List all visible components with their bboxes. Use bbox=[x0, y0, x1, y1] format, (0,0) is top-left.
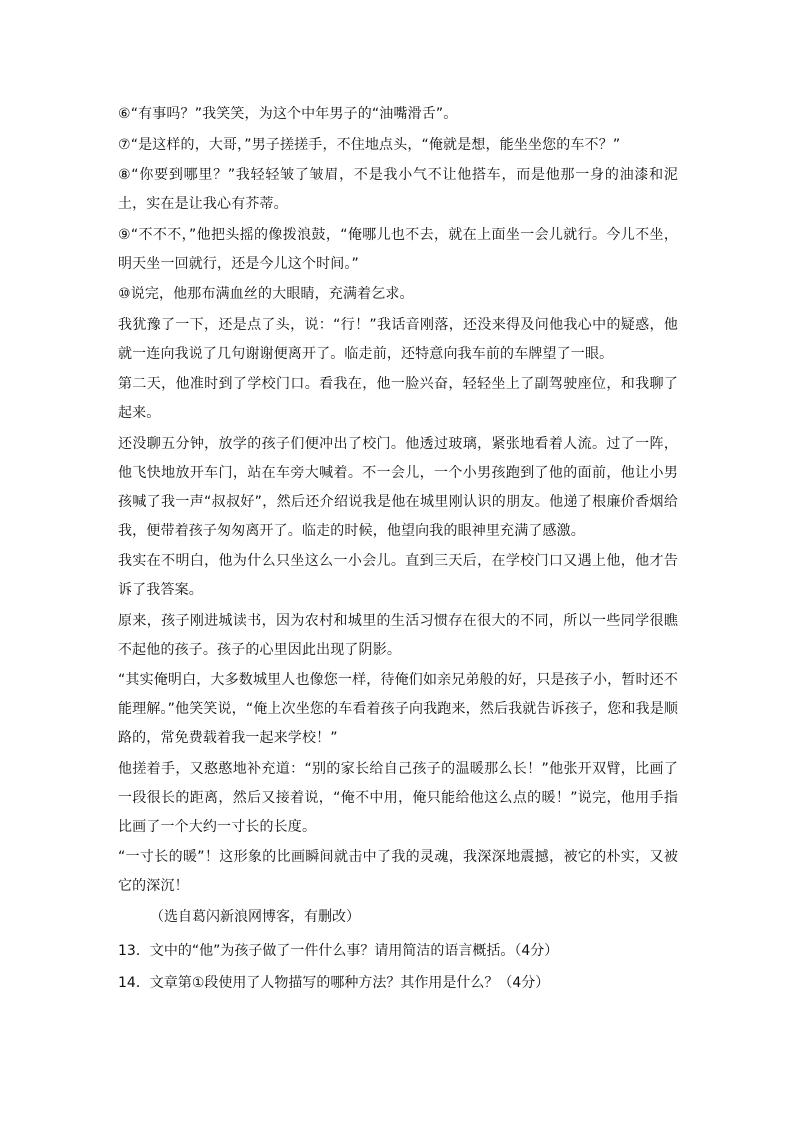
paragraph-school-gate: 还没聊五分钟，放学的孩子们便冲出了校门。他透过玻璃，紧张地看着人流。过了一阵，他飞快地放开车门，站在车旁大喊着。不一会儿，一个小男孩跑到了他的面前，他让小男孩喊了我一声“叔叔好”，然后还介绍说我是他在城里刚认识的朋友。他递了根廉价香烟给我，便带着孩子匆匆离开了。临走的时候，他望向我的眼神里充满了感激。 bbox=[118, 435, 678, 539]
question-14: 14．文章第①段使用了人物描写的哪种方法？其作用是什么？（4分） bbox=[118, 975, 550, 991]
paragraph-6: ⑥“有事吗？”我笑笑，为这个中年男子的“油嘴滑舌”。 bbox=[118, 106, 458, 122]
paragraph-reason: 原来，孩子刚进城读书，因为农村和城里的生活习惯存在很大的不同，所以一些同学很瞧不起他的孩子。孩子的心里因此出现了阴影。 bbox=[118, 612, 678, 658]
paragraph-hesitation: 我犹豫了一下，还是点了头，说：“行！”我话音刚落，还没来得及问他我心中的疑惑，他就一连向我说了几句谢谢便离开了。临走前，还特意向我车前的车牌望了一眼。 bbox=[118, 316, 678, 362]
paragraph-8: ⑧“你要到哪里？”我轻轻皱了皱眉，不是我小气不让他搭车，而是他那一身的油漆和泥土，实在是让我心有芥蒂。 bbox=[118, 167, 678, 212]
paragraph-explanation: “其实俺明白，大多数城里人也像您一样，待俺们如亲兄弟般的好，只是孩子小，暂时还不能理解。”他笑笑说，“俺上次坐您的车看着孩子向我跑来，然后我就告诉孩子，您和我是顺路的，常免费载着我一起来学校！” bbox=[118, 672, 678, 746]
paragraph-9: ⑨“不不不，”他把头摇的像拨浪鼓，“俺哪儿也不去，就在上面坐一会儿就行。今儿不坐，明天坐一回就行，还是今儿这个时间。” bbox=[118, 226, 678, 272]
paragraph-second-day: 第二天，他准时到了学校门口。看我在，他一脸兴奋，轻轻坐上了副驾驶座位，和我聊了起来。 bbox=[118, 376, 678, 421]
paragraph-conclusion: “一寸长的暖”！这形象的比画瞬间就击中了我的灵魂，我深深地震撼，被它的朴实，又被它的深沉！ bbox=[118, 849, 678, 894]
paragraph-10: ⑩说完，他那布满血丝的大眼睛，充满着乞求。 bbox=[118, 286, 414, 302]
paragraph-answer: 我实在不明白，他为什么只坐这么一小会儿。直到三天后，在学校门口又遇上他，他才告诉了我答案。 bbox=[118, 553, 678, 598]
document-page bbox=[118, 100, 678, 1001]
source-note: （选自葛闪新浪网博客，有删改） bbox=[150, 909, 360, 925]
paragraph-7: ⑦“是这样的，大哥，”男子搓搓手，不住地点头，“俺就是想，能坐坐您的车不？” bbox=[118, 136, 621, 153]
paragraph-gesture: 他搓着手，又憨憨地补充道：“别的家长给自己孩子的温暖那么长！”他张开双臂，比画了一段很长的距离，然后又接着说，“俺不中用，俺只能给他这么点的暖！”说完，他用手指比画了一个大约一寸长的长度。 bbox=[118, 760, 678, 835]
question-13: 13．文中的“他”为孩子做了一件什么事？请用简洁的语言概括。（4分） bbox=[118, 943, 559, 959]
